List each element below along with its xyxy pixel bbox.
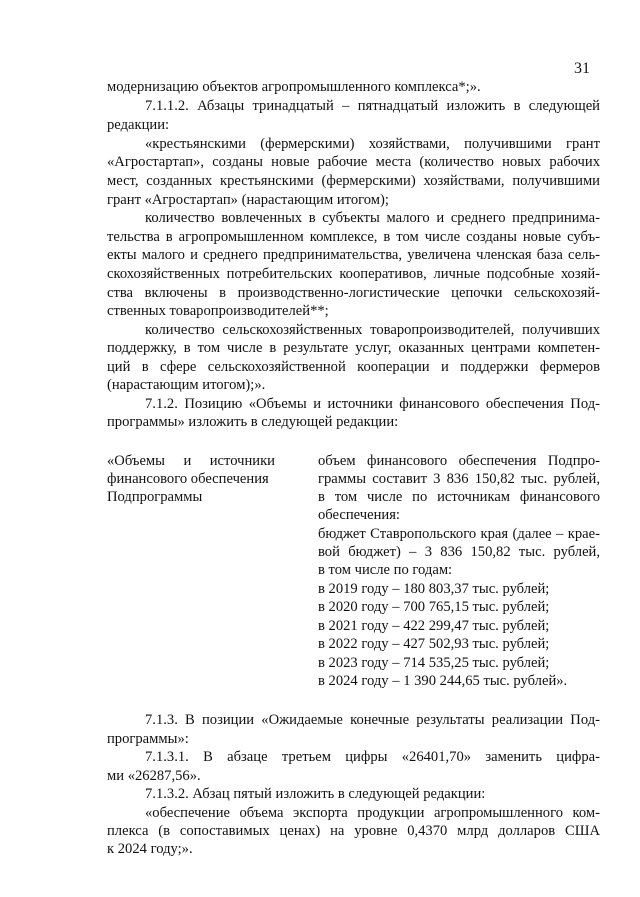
table-right-cell: в том числе по источникам финансового bbox=[318, 489, 600, 505]
table-right-cell: в 2021 году – 422 299,47 тыс. рублей; bbox=[318, 618, 550, 634]
text-line: ства включены в производственно-логистические цепочки сельскохозяй- bbox=[107, 285, 600, 301]
text-line: 7.1.3. В позиции «Ожидаемые конечные результаты реализации Под- bbox=[145, 712, 600, 728]
table-right-cell: объем финансового обеспечения Подпро- bbox=[318, 453, 600, 469]
table-right-cell: в 2023 году – 714 535,25 тыс. рублей; bbox=[318, 655, 550, 671]
text-line: скохозяйственных потребительских кооперативов, личные подсобные хозяй- bbox=[107, 266, 600, 282]
table-right-cell: обеспечения: bbox=[318, 507, 400, 523]
text-line: грант «Агростартап» (нарастающим итогом); bbox=[107, 192, 389, 208]
text-line: плекса (в сопоставимых ценах) на уровне 0,4370 млрд долларов США bbox=[107, 823, 600, 839]
table-right-cell: граммы составит 3 836 150,82 тыс. рублей, bbox=[318, 471, 600, 487]
table-left-cell: «Объемы и источники bbox=[107, 453, 275, 469]
text-line: «Агростартап», созданы новые рабочие места (количество новых рабочих bbox=[107, 154, 600, 170]
text-line: модернизацию объектов агропромышленного комплекса*;». bbox=[107, 79, 481, 95]
text-line: тельства в агропромышленном комплексе, в том числе созданы новые субъ- bbox=[107, 229, 600, 245]
text-line: ций в сфере сельскохозяйственной кооперации и поддержки фермеров bbox=[107, 359, 600, 375]
text-line: 7.1.3.1. В абзаце третьем цифры «26401,70» заменить цифра- bbox=[145, 749, 600, 765]
table-right-cell: вой бюджет) – 3 836 150,82 тыс. рублей, bbox=[318, 544, 600, 560]
text-line: (нарастающим итогом);». bbox=[107, 377, 266, 393]
text-line: к 2024 году;». bbox=[107, 841, 193, 857]
text-line: 7.1.3.2. Абзац пятый изложить в следующей редакции: bbox=[145, 786, 486, 802]
text-line: количество сельскохозяйственных товаропроизводителей, получивших bbox=[145, 322, 600, 338]
text-line: «крестьянскими (фермерскими) хозяйствами, получившими грант bbox=[145, 136, 600, 152]
text-line: поддержку, в том числе в результате услуг, оказанных центрами компетен- bbox=[107, 340, 600, 356]
text-line: программы»: bbox=[107, 731, 189, 747]
table-right-cell: в 2024 году – 1 390 244,65 тыс. рублей». bbox=[318, 673, 568, 689]
table-right-cell: бюджет Ставропольского края (далее – крае- bbox=[318, 526, 600, 542]
text-line: екты малого и среднего предпринимательства, увеличена членская база сель- bbox=[107, 247, 600, 263]
text-line: количество вовлеченных в субъекты малого и среднего предпринима- bbox=[145, 210, 600, 226]
page-number: 31 bbox=[574, 60, 590, 77]
table-right-cell: в том числе по годам: bbox=[318, 562, 453, 578]
table-right-cell: в 2020 году – 700 765,15 тыс. рублей; bbox=[318, 599, 550, 615]
text-line: мест, созданных крестьянскими (фермерскими) хозяйствами, получившими bbox=[107, 173, 600, 189]
text-line: ми «26287,56». bbox=[107, 768, 201, 784]
table-right-cell: в 2022 году – 427 502,93 тыс. рублей; bbox=[318, 636, 550, 652]
text-line: 7.1.1.2. Абзацы тринадцатый – пятнадцатый изложить в следующей bbox=[145, 98, 600, 114]
text-line: «обеспечение объема экспорта продукции агропромышленного ком- bbox=[145, 805, 600, 821]
text-line: программы» изложить в следующей редакции: bbox=[107, 414, 399, 430]
text-line: 7.1.2. Позицию «Объемы и источники финансового обеспечения Под- bbox=[145, 396, 600, 412]
table-left-cell: Подпрограммы bbox=[107, 489, 203, 505]
text-line: редакции: bbox=[107, 117, 170, 133]
table-left-cell: финансового обеспечения bbox=[107, 471, 269, 487]
table-right-cell: в 2019 году – 180 803,37 тыс. рублей; bbox=[318, 581, 550, 597]
text-line: ственных товаропроизводителей**; bbox=[107, 303, 329, 319]
